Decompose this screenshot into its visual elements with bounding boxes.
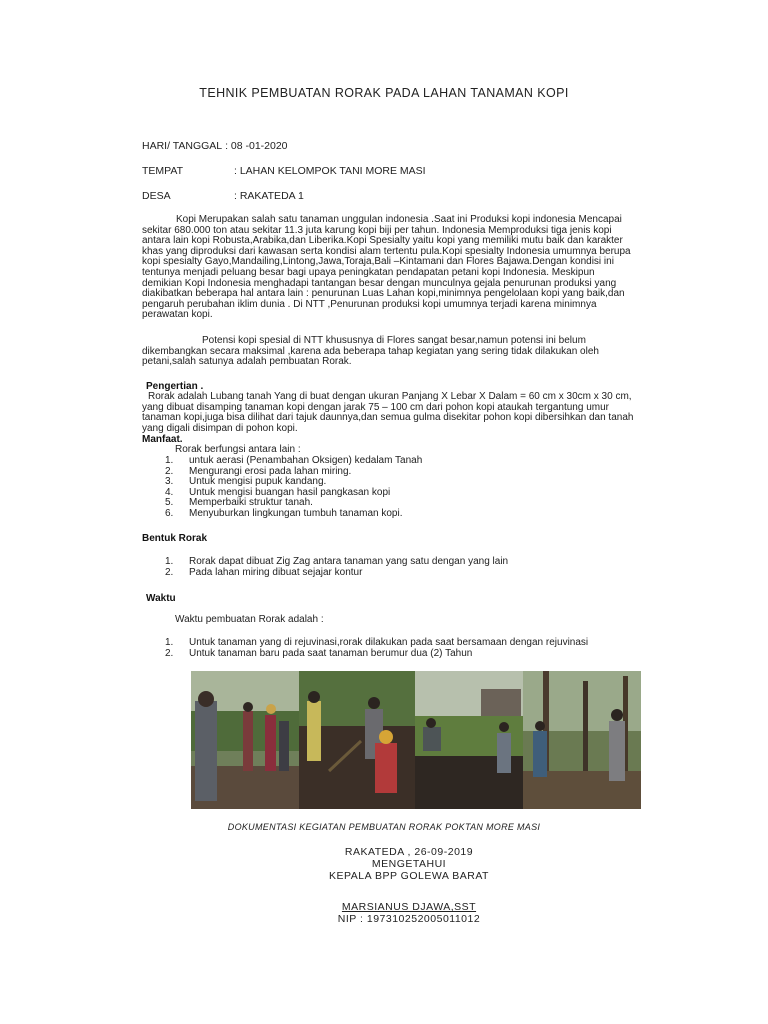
signature-name: MARSIANUS DJAWA,SST [341,901,477,913]
bentuk-list [165,557,508,578]
waktu-list [165,638,588,659]
activity-photo [415,671,523,809]
paragraph-pengertian-text: Rorak adalah Lubang tanah Yang di buat dengan ukuran Panjang X Lebar X Dalam = 60 cm x 30cm x 30 cm, yang dibuat disamping tanaman kopi dengan jarak 75 – 100 cm dari pohon kopi ataukah tergantung umur tanaman kopi,juga bisa dilihat dari tajuk daunnya,dan semua gulma disekitar pohon kopi dibersihkan dan tanah yang digali disimpan di pohon kopi. [142,391,634,434]
activity-photo [523,671,641,809]
meta-label: TEMPAT [142,165,184,177]
list-item: 1. Untuk tanaman yang di rejuvinasi,rorak dilakukan pada saat bersamaan dengan rejuvinasi [165,637,589,648]
waktu-intro: Waktu pembuatan Rorak adalah : [175,614,324,625]
manfaat-intro: Rorak berfungsi antara lain : [175,444,301,455]
meta-value: : LAHAN KELOMPOK TANI MORE MASI [234,165,426,177]
document-title: TEHNIK PEMBUATAN RORAK PADA LAHAN TANAMAN KOPI [199,86,569,100]
list-item: 4. Untuk mengisi buangan hasil pangkasan kopi [165,486,391,498]
signature-nip: NIP : 197310252005011012 [337,913,481,925]
photo-caption: DOKUMENTASI KEGIATAN PEMBUATAN RORAK POKTAN MORE MASI [227,822,541,832]
heading-pengertian: Pengertian . [146,381,204,392]
activity-photo-collage [191,671,641,809]
meta-value: : 08 -01-2020 [225,140,288,152]
heading-manfaat: Manfaat. [142,434,183,445]
activity-photo [299,671,415,809]
signature-office: KEPALA BPP GOLEWA BARAT [329,870,489,882]
heading-waktu: Waktu [146,593,176,604]
heading-bentuk-rorak: Bentuk Rorak [142,533,208,544]
paragraph-intro-text: Kopi Merupakan salah satu tanaman unggulan indonesia .Saat ini Produksi kopi indonesia Mencapai sekitar 680.000 ton atau sekitar 11.3 juta karung kopi biji per tahun. Indonesia Memproduksi tiga jenis kopi antara lain kopi Robusta,Arabika,dan Liberika.Kopi Spesialty yaitu kopi yang memiliki mutu baik dan karakter khas yang diproduksi dari kawasan serta kondisi alam tertentu pula.Kopi spesialty Indonesia umumnya berupa kopi spesialty Gayo,Mandailing,Lintong,Jawa,Toraja,Bali –Kintamani dan Flores Bajawa.Dengan kondisi ini tentunya menjadi peluang besar bagi upaya peningkatan pendapatan petani kopi Indonesia. Meskipun demikian Kopi Indonesia menghadapi tantangan besar dengan munculnya gejala penurunan produksi yang diakibatkan beberapa hal antara lain : penurunan Luas Lahan kopi,minimnya pengelolaan kopi yang baik,dan pengaruh perubahan iklim dunia . Di NTT ,Penurunan produksi kopi umumnya terjadi karena minimnya perawatan kopi. [142,214,631,321]
list-item: 1. untuk aerasi (Penambahan Oksigen) kedalam Tanah [165,455,423,466]
meta-row-village [142,190,304,202]
list-item: 2. Pada lahan miring dibuat sejajar kontur [165,566,363,578]
paragraph-intro [142,215,632,321]
list-item: 3. Untuk mengisi pupuk kandang. [165,476,327,488]
manfaat-list [165,456,422,520]
list-item: 6. Menyuburkan lingkungan tumbuh tanaman kopi. [165,507,403,519]
list-item: 1. Rorak dapat dibuat Zig Zag antara tanaman yang satu dengan yang lain [165,556,509,567]
activity-photo [191,671,299,809]
meta-row-place [142,165,426,177]
signature-mengetahui: MENGETAHUI [371,858,447,870]
paragraph-potensi [142,336,632,368]
meta-value: : RAKATEDA 1 [234,190,304,202]
meta-label: DESA [142,190,171,202]
list-item: 5. Memperbaiki struktur tanah. [165,497,313,509]
meta-row-date [142,140,288,152]
signature-place-date: RAKATEDA , 26-09-2019 [344,846,474,858]
list-item: 2. Untuk tanaman baru pada saat tanaman berumur dua (2) Tahun [165,647,473,659]
list-item: 2. Mengurangi erosi pada lahan miring. [165,465,352,477]
paragraph-pengertian [142,392,634,434]
meta-label: HARI/ TANGGAL [142,140,223,152]
paragraph-potensi-text: Potensi kopi spesial di NTT khususnya di Flores sangat besar,namun potensi ini belum dikembangkan secara maksimal ,karena ada beberapa tahap kegiatan yang sering tidak dilakukan oleh petani,salah satunya adalah pembuatan Rorak. [142,335,599,368]
